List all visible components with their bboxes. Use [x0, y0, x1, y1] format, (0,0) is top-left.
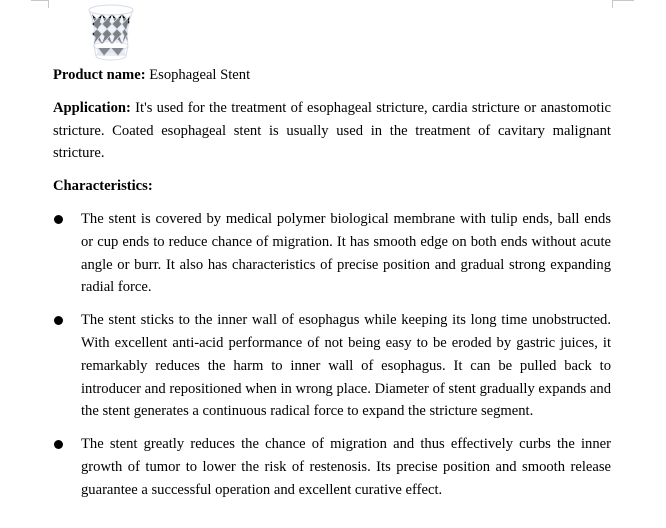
characteristics-label: Characteristics: [53, 178, 153, 195]
list-item-text: The stent greatly reduces the chance of migration and thus effectively curbs the inner growth of tumor to lower the risk of restenosis. Its precise position and smooth release guarantee a successful operation and excellent curative effect. [81, 436, 611, 498]
application-label: Application: [53, 99, 131, 116]
document-body [53, 64, 611, 512]
list-item [53, 433, 611, 501]
list-item [53, 309, 611, 423]
application-text: It's used for the treatment of esophageal stricture, cardia stricture or anastomotic stricture. Coated esophageal stent is usually used in the treatment of cavitary malignant stricture. [53, 99, 611, 162]
list-item [53, 208, 611, 299]
application-paragraph [53, 97, 611, 165]
list-item-text: The stent is covered by medical polymer biological membrane with tulip ends, ball ends or cup ends to reduce chance of migration. It has smooth edge on both ends without acute angle or burr. It also has characteristics of precise position and gradual strong expanding radial force. [81, 210, 611, 296]
bullet-dot-icon [54, 440, 63, 449]
characteristics-list [53, 208, 611, 502]
product-name-value: Esophageal Stent [149, 67, 251, 83]
bullet-dot-icon [54, 215, 63, 224]
bullet-dot-icon [54, 316, 63, 325]
page-corner-mark-right [612, 0, 634, 2]
product-name-paragraph [53, 64, 611, 87]
product-name-label: Product name: [53, 67, 146, 83]
page-corner-mark-left [31, 0, 49, 2]
list-item-text: The stent sticks to the inner wall of esophagus while keeping its long time unobstructed. With excellent anti-acid performance of not being easy to be eroded by gastric juices, it remarkably reduces the harm to inner wall of esophagus. It can be pulled back to introducer and repositioned when in wrong place. Diameter of stent gradually expands and the stent generates a continuous radical force to expand the stricture segment. [81, 312, 611, 420]
stent-logo-icon [56, 2, 166, 64]
characteristics-heading [53, 175, 611, 198]
